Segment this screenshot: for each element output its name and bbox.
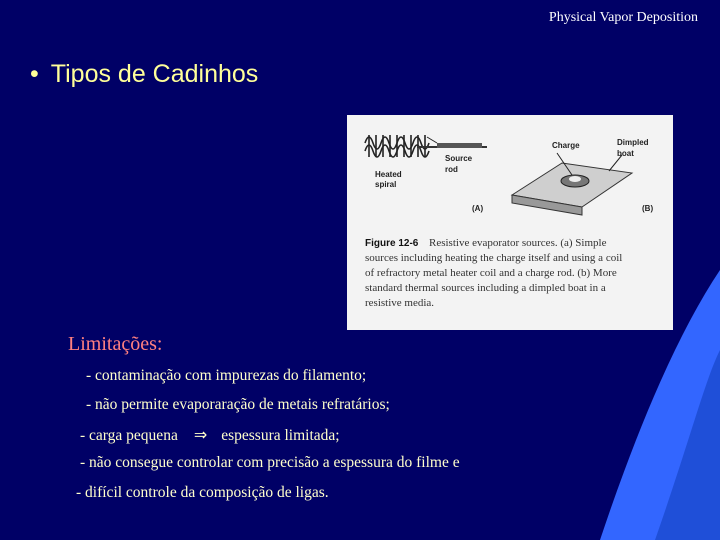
label-dimpled: Dimpled — [617, 138, 649, 147]
limitation-item-text: espessura limitada; — [221, 427, 340, 444]
label-heated: Heated — [375, 170, 402, 179]
title-bullet: • — [30, 60, 39, 88]
figure-number: Figure 12-6 — [365, 238, 419, 249]
source-rod-icon — [417, 137, 487, 148]
label-charge: Charge — [552, 141, 580, 150]
caption-line: resistive media. — [365, 297, 435, 309]
evaporator-figure — [347, 115, 673, 330]
figure-drawing — [347, 115, 673, 330]
limitation-item-arrow-row — [80, 425, 340, 445]
label-panel-b: (B) — [642, 204, 654, 213]
dimpled-boat-icon — [512, 153, 632, 215]
limitation-item: - contaminação com impurezas do filamento; — [86, 367, 367, 384]
caption-line: of refractory metal heater coil and a charge rod. (b) More — [365, 267, 617, 279]
label-boat: boat — [617, 149, 634, 158]
label-source: Source — [445, 154, 473, 163]
label-rod: rod — [445, 165, 458, 174]
limitation-item: - difícil controle da composição de ligas. — [76, 484, 329, 501]
title-text: Tipos de Cadinhos — [50, 60, 259, 88]
limitation-item: - não consegue controlar com precisão a espessura do filme e — [80, 454, 460, 471]
slide-title — [30, 60, 258, 89]
caption-line: sources including heating the charge itself and using a coil — [365, 252, 623, 264]
limitations-heading: Limitações: — [68, 333, 163, 355]
caption-line: Resistive evaporator sources. (a) Simple — [429, 237, 607, 249]
header-title: Physical Vapor Deposition — [548, 10, 698, 25]
caption-line: standard thermal sources including a dimpled boat in a — [365, 282, 606, 294]
label-panel-a: (A) — [472, 204, 484, 213]
label-spiral: spiral — [375, 180, 397, 189]
limitation-item-text: - carga pequena — [80, 427, 178, 444]
limitation-item: - não permite evaporaração de metais refratários; — [86, 396, 390, 413]
implies-arrow-icon: ⇒ — [193, 425, 208, 444]
